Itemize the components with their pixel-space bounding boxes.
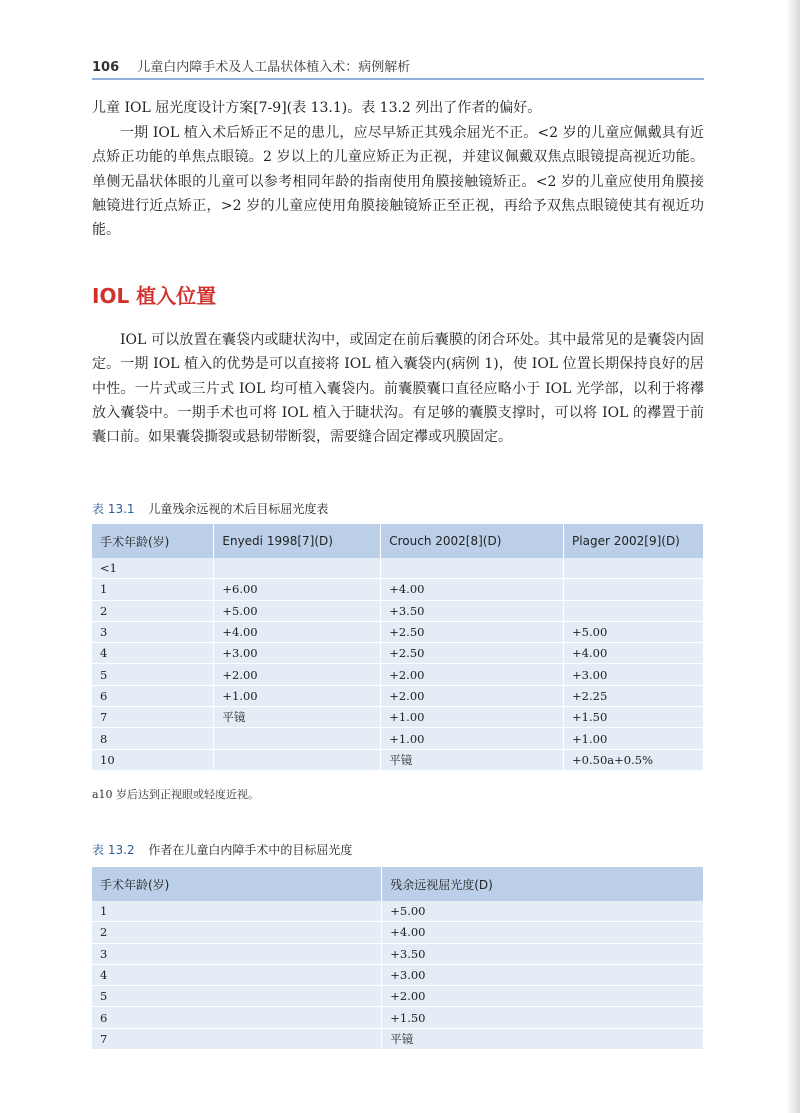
table-1-caption (92, 500, 328, 517)
table-1-header-cell: Plager 2002[9](D) (564, 524, 704, 558)
table-row (92, 922, 704, 943)
table-2-title: 作者在儿童白内障手术中的目标屈光度 (148, 843, 353, 857)
running-title: 儿童白内障手术及人工晶状体植入术：病例解析 (137, 60, 411, 75)
table-cell (214, 749, 381, 770)
table-row (92, 643, 704, 664)
table-2-header-cell: 手术年龄(岁) (92, 867, 382, 901)
table-cell: 1 (92, 579, 214, 600)
table-1-title: 儿童残余远视的术后目标屈光度表 (148, 502, 329, 516)
table-cell: +5.00 (564, 621, 704, 642)
table-cell: +4.00 (381, 579, 564, 600)
table-cell: 7 (92, 707, 214, 728)
table-cell (381, 558, 564, 579)
table-cell: 10 (92, 749, 214, 770)
table-row (92, 579, 704, 600)
table-cell: 平镜 (214, 707, 381, 728)
table-cell: +1.00 (381, 707, 564, 728)
table-cell: +2.50 (381, 621, 564, 642)
table-cell (564, 558, 704, 579)
table-cell: +6.00 (214, 579, 381, 600)
table-cell (564, 579, 704, 600)
table-cell: +2.00 (381, 685, 564, 706)
table-cell (214, 558, 381, 579)
table-1-number: 表 13.1 (92, 502, 135, 516)
table-cell: +4.00 (564, 643, 704, 664)
table-cell: 平镜 (382, 1028, 704, 1049)
table-cell: +4.00 (382, 922, 704, 943)
table-cell: +1.00 (381, 728, 564, 749)
table-cell: +4.00 (214, 621, 381, 642)
table-row (92, 707, 704, 728)
paragraph-1: 儿童 IOL 屈光度设计方案[7-9](表 13.1)。表 13.2 列出了作者的偏好。 (92, 100, 542, 116)
running-header (92, 56, 704, 76)
table-cell: +2.00 (381, 664, 564, 685)
table-cell: +1.50 (564, 707, 704, 728)
table-cell: 4 (92, 643, 214, 664)
table-cell: +5.00 (382, 901, 704, 922)
table-cell: +3.00 (564, 664, 704, 685)
table-cell: +3.50 (381, 600, 564, 621)
table-row (92, 664, 704, 685)
table-row (92, 728, 704, 749)
table-row (92, 685, 704, 706)
table-cell: +3.50 (382, 943, 704, 964)
table-cell: 4 (92, 964, 382, 985)
table-cell: +2.25 (564, 685, 704, 706)
table-2-caption (92, 841, 352, 858)
table-1-footnote: a10 岁后达到正视眼或轻度近视。 (92, 788, 260, 801)
table-1-header-cell: 手术年龄(岁) (92, 524, 214, 558)
table-row (92, 901, 704, 922)
table-cell: +3.00 (214, 643, 381, 664)
table-row (92, 1028, 704, 1049)
paragraph-3: IOL 可以放置在囊袋内或睫状沟中，或固定在前后囊膜的闭合环处。其中最常见的是囊袋内固定。一期 IOL 植入的优势是可以直接将 IOL 植入囊袋内(病例 1)，使 IOL 位置长期保持良好的居中性。一片式或三片式 IOL 均可植入囊袋内。前囊膜囊口直径应略小于 IOL 光学部，以利于将襻放入囊袋中。一期手术也可将 IOL 植入于睫状沟。有足够的囊膜支撑时，可以将 IOL 的襻置于前囊口前。如果囊袋撕裂或悬韧带断裂，需要缝合固定襻或巩膜固定。 (92, 332, 704, 446)
table-1 (92, 524, 704, 771)
page-edge-shadow (786, 0, 800, 1113)
table-row (92, 986, 704, 1007)
table-cell (564, 600, 704, 621)
table-cell: 3 (92, 943, 382, 964)
table-cell: 6 (92, 685, 214, 706)
table-cell: 6 (92, 1007, 382, 1028)
table-row (92, 621, 704, 642)
table-2-header-cell: 残余远视屈光度(D) (382, 867, 704, 901)
table-2 (92, 867, 704, 1050)
table-row (92, 600, 704, 621)
table-cell: +2.00 (214, 664, 381, 685)
table-cell: 3 (92, 621, 214, 642)
table-cell: +2.50 (381, 643, 564, 664)
table-cell: +0.50a+0.5% (564, 749, 704, 770)
table-row (92, 558, 704, 579)
table-cell: 1 (92, 901, 382, 922)
table-cell (214, 728, 381, 749)
table-cell: +1.00 (214, 685, 381, 706)
table-cell: 5 (92, 986, 382, 1007)
paragraph-2: 一期 IOL 植入术后矫正不足的患儿，应尽早矫正其残余屈光不正。<2 岁的儿童应佩戴具有近点矫正功能的单焦点眼镜。2 岁以上的儿童应矫正为正视，并建议佩戴双焦点眼镜提高视近功能。单侧无晶状体眼的儿童可以参考相同年龄的指南使用角膜接触镜矫正。<2 岁的儿童应使用角膜接触镜进行近点矫正，>2 岁的儿童应使用角膜接触镜矫正至正视，再给予双焦点眼镜使其有视近功能。 (92, 125, 704, 239)
table-cell: 平镜 (381, 749, 564, 770)
table-cell: +2.00 (382, 986, 704, 1007)
table-1-header-row (92, 524, 704, 558)
header-rule (92, 78, 704, 80)
table-cell: +1.00 (564, 728, 704, 749)
table-cell: 2 (92, 600, 214, 621)
table-cell: +1.50 (382, 1007, 704, 1028)
table-cell: +3.00 (382, 964, 704, 985)
table-cell: 8 (92, 728, 214, 749)
page-number: 106 (92, 60, 120, 75)
table-2-header-row (92, 867, 704, 901)
table-cell: +5.00 (214, 600, 381, 621)
table-row (92, 943, 704, 964)
table-cell: 2 (92, 922, 382, 943)
table-2-number: 表 13.2 (92, 843, 135, 857)
table-row (92, 1007, 704, 1028)
table-1-header-cell: Enyedi 1998[7](D) (214, 524, 381, 558)
table-cell: 5 (92, 664, 214, 685)
table-row (92, 749, 704, 770)
table-1-header-cell: Crouch 2002[8](D) (381, 524, 564, 558)
table-row (92, 964, 704, 985)
section-title: IOL 植入位置 (92, 284, 217, 308)
table-cell: <1 (92, 558, 214, 579)
table-cell: 7 (92, 1028, 382, 1049)
